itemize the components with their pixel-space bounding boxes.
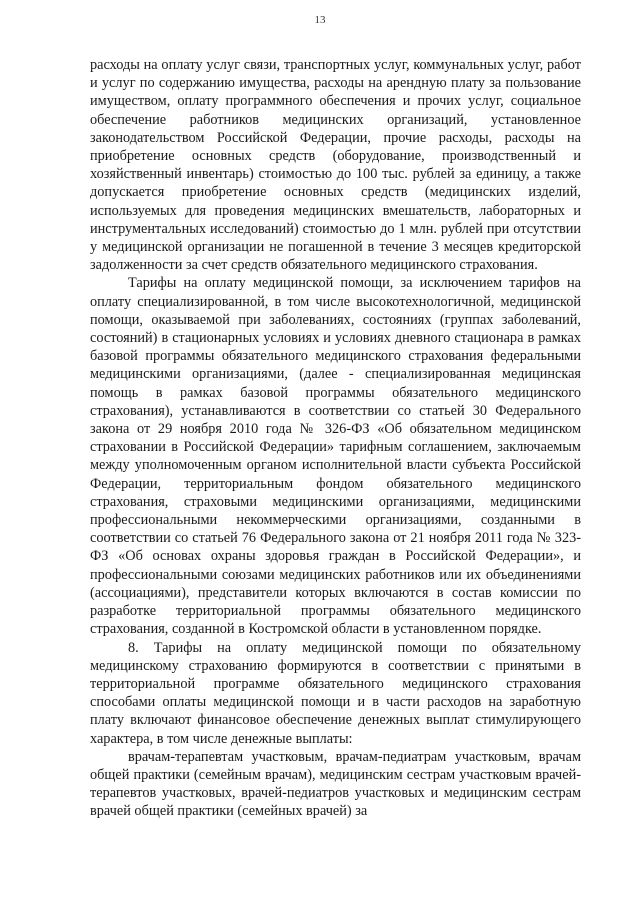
page-number: 13: [314, 14, 326, 26]
paragraph-payments-list: врачам-терапевтам участковым, врачам-педиатрам участковым, врачам общей практики (семейным врачам), медицинским сестрам участковым врачей-терапевтов участковых, врачей-педиатров участковых и медицинским сестрам врачей общей практики (семейных врачей) за: [90, 748, 581, 820]
document-body: [90, 56, 581, 821]
paragraph-tariffs: Тарифы на оплату медицинской помощи, за исключением тарифов на оплату специализированной, в том числе высокотехнологичной, медицинской помощи, оказываемой при заболеваниях, состояниях (группах заболеваний, состояний) в стационарных условиях и условиях дневного стационара в рамках базовой программы обязательного медицинского страхования федеральными медицинскими организациями, (далее - специализированная медицинская помощь в рамках базовой программы обязательного медицинского страхования), устанавливаются в соответствии со статьей 30 Федерального закона от 29 ноября 2010 года № 326-ФЗ «Об обязательном медицинском страховании в Российской Федерации» тарифным соглашением, заключаемым между уполномоченным органом исполнительной власти субъекта Российской Федерации, территориальным фондом обязательного медицинского страхования, страховыми медицинскими организациями, медицинскими профессиональными некоммерческими организациями, созданными в соответствии со статьей 76 Федерального закона от 21 ноября 2011 года № 323-ФЗ «Об основах охраны здоровья граждан в Российской Федерации», и профессиональными союзами медицинских работников или их объединениями (ассоциациями), представители которых включаются в состав комиссии по разработке территориальной программы обязательного медицинского страхования, созданной в Костромской области в установленном порядке.: [90, 275, 581, 638]
paragraph-expenses-continuation: расходы на оплату услуг связи, транспортных услуг, коммунальных услуг, работ и услуг по содержанию имущества, расходы на арендную плату за пользование имуществом, оплату программного обеспечения и прочих услуг, социальное обеспечение работников медицинских организаций, установленное законодательством Российской Федерации, прочие расходы, расходы на приобретение основных средств (оборудование, производственный и хозяйственный инвентарь) стоимостью до 100 тыс. рублей за единицу, а также допускается приобретение основных средств (медицинских изделий, используемых для проведения медицинских вмешательств, лабораторных и инструментальных исследований) стоимостью до 1 млн. рублей при отсутствии у медицинской организации не погашенной в течение 3 месяцев кредиторской задолженности за счет средств обязательного медицинского страхования.: [90, 57, 581, 274]
paragraph-item-8: 8. Тарифы на оплату медицинской помощи по обязательному медицинскому страхованию формируются в соответствии с принятыми в территориальной программе обязательного медицинского страхования способами оплаты медицинской помощи и в части расходов на заработную плату включают финансовое обеспечение денежных выплат стимулирующего характера, в том числе денежные выплаты:: [90, 639, 581, 747]
